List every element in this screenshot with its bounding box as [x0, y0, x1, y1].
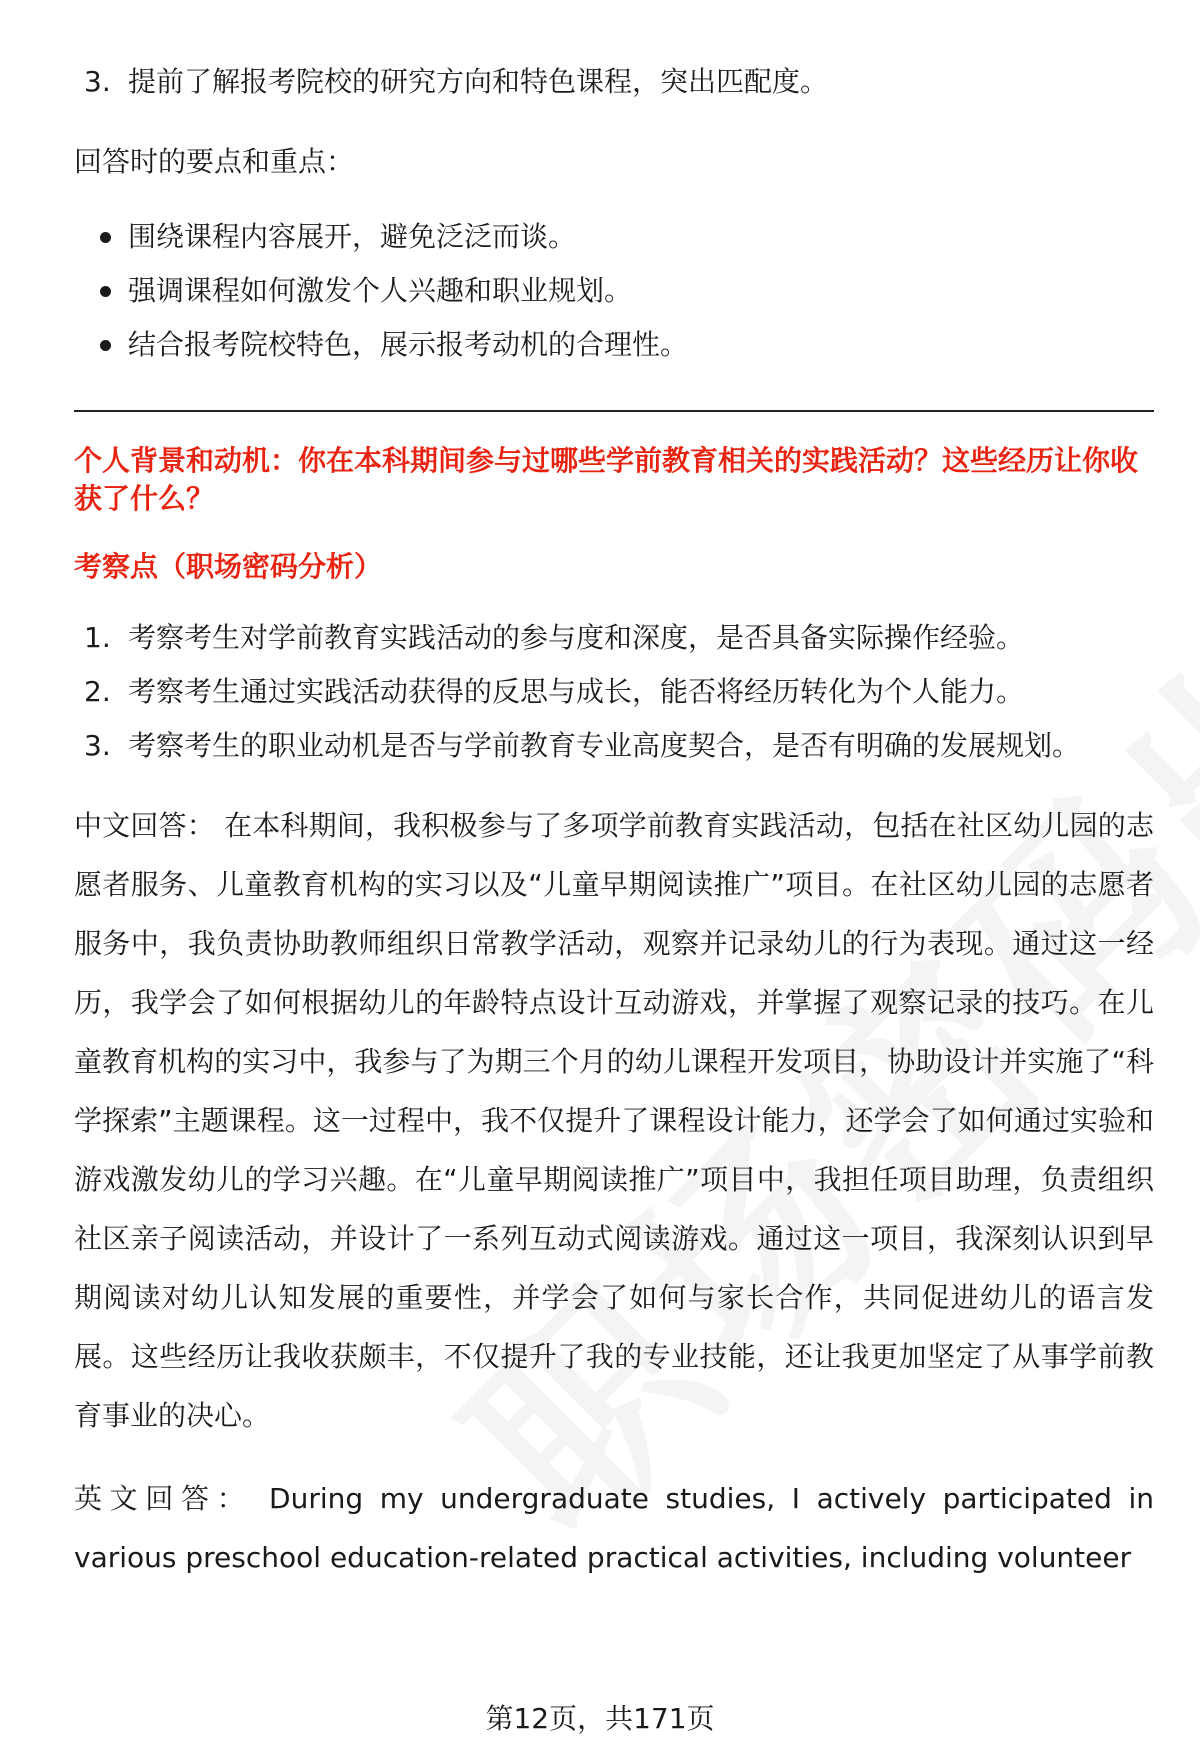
chinese-answer-text: 在本科期间，我积极参与了多项学前教育实践活动，包括在社区幼儿园的志愿者服务、儿童教育机构的实习以及“儿童早期阅读推广”项目。在社区幼儿园的志愿者服务中，我负责协助教师组织日常教学活动，观察并记录幼儿的行为表现。通过这一经历，我学会了如何根据幼儿的年龄特点设计互动游戏，并掌握了观察记录的技巧。在儿童教育机构的实习中，我参与了为期三个月的幼儿课程开发项目，协助设计并实施了“科学探索”主题课程。这一过程中，我不仅提升了课程设计能力，还学会了如何通过实验和游戏激发幼儿的学习兴趣。在“儿童早期阅读推广”项目中，我担任项目助理，负责组织社区亲子阅读活动，并设计了一系列互动式阅读游戏。通过这一项目，我深刻认识到早期阅读对幼儿认知发展的重要性，并学会了如何与家长合作，共同促进幼儿的语言发展。这些经历让我收获颇丰，不仅提升了我的专业技能，还让我更加坚定了从事学前教育事业的决心。 — [74, 809, 1154, 1432]
english-answer-text: During my undergraduate studies, I actively participated in various preschool education-related practical activities, including volunteer — [74, 1482, 1154, 1574]
english-answer — [74, 1469, 1154, 1587]
list-item — [74, 672, 1154, 712]
focus-heading: 考察点（职场密码分析） — [74, 550, 383, 583]
bullet-icon — [100, 286, 111, 297]
bullet-icon — [100, 340, 111, 351]
list-number: 3. — [84, 729, 111, 762]
list-item — [74, 325, 1154, 365]
chinese-answer — [74, 796, 1154, 1445]
list-text: 强调课程如何激发个人兴趣和职业规划。 — [128, 274, 633, 307]
bullet-icon — [100, 232, 111, 243]
list-item — [74, 726, 1154, 766]
list-text: 考察考生的职业动机是否与学前教育专业高度契合，是否有明确的发展规划。 — [128, 729, 1081, 762]
list-number: 1. — [84, 621, 111, 654]
page-footer: 第12页，共171页 — [485, 1702, 715, 1735]
list-text: 考察考生对学前教育实践活动的参与度和深度，是否具备实际操作经验。 — [128, 621, 1025, 654]
english-answer-label: 英文回答： — [74, 1482, 253, 1515]
list-number: 3. — [84, 65, 111, 98]
focus-numbered-list — [74, 618, 1154, 766]
chinese-answer-label: 中文回答： — [74, 809, 215, 842]
list-item — [74, 62, 1154, 102]
list-item — [74, 271, 1154, 311]
key-points-list — [74, 217, 1154, 365]
list-item — [74, 217, 1154, 257]
list-text: 围绕课程内容展开，避免泛泛而谈。 — [128, 220, 577, 253]
list-number: 2. — [84, 675, 111, 708]
list-item — [74, 618, 1154, 658]
key-points-label: 回答时的要点和重点： — [74, 145, 355, 178]
previous-numbered-list — [74, 62, 1154, 102]
list-text: 考察考生通过实践活动获得的反思与成长，能否将经历转化为个人能力。 — [128, 675, 1025, 708]
question-heading: 个人背景和动机：你在本科期间参与过哪些学前教育相关的实践活动？这些经历让你收获了什么？ — [74, 444, 1139, 515]
list-text: 结合报考院校特色，展示报考动机的合理性。 — [128, 328, 689, 361]
list-text: 提前了解报考院校的研究方向和特色课程，突出匹配度。 — [128, 65, 829, 98]
page-content — [74, 62, 1154, 1587]
section-divider — [74, 410, 1154, 412]
